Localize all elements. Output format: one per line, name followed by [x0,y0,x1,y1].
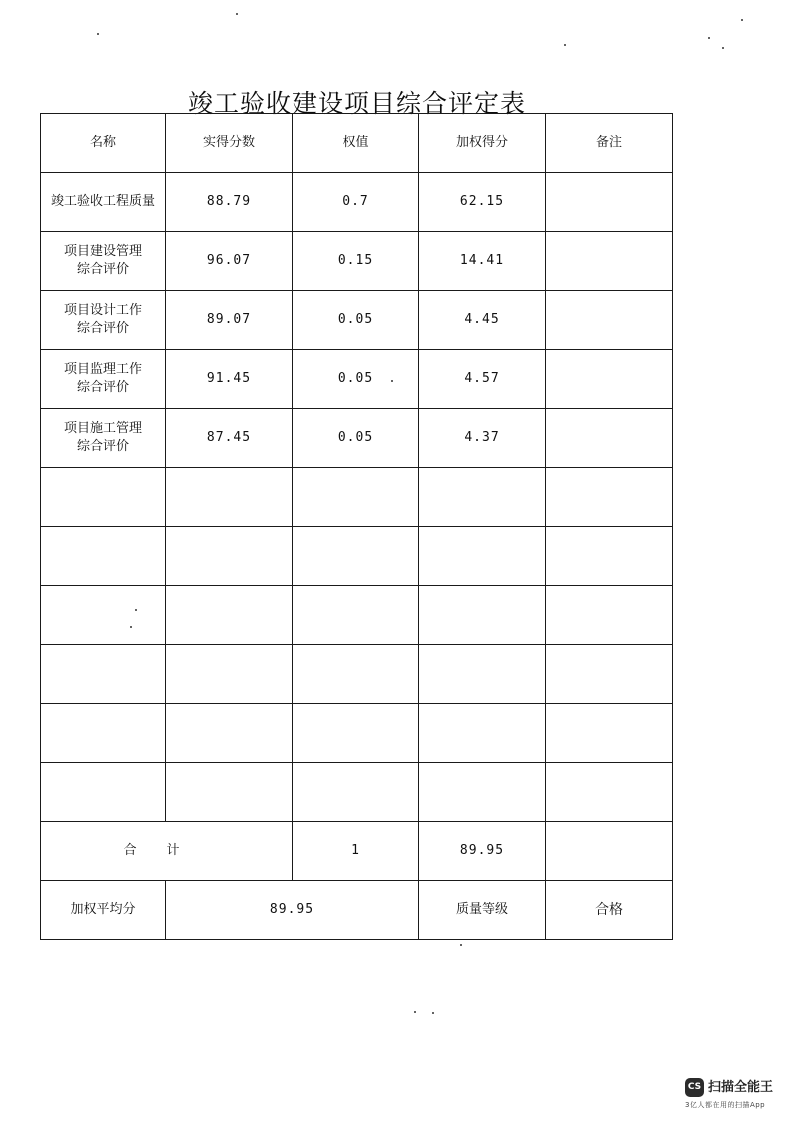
total-label: 合计 [41,822,293,881]
scan-speck [708,37,710,39]
empty-cell [293,763,419,822]
empty-row [41,704,673,763]
empty-cell [293,586,419,645]
empty-cell [41,763,166,822]
row-note [546,350,673,409]
empty-cell [293,527,419,586]
average-label: 加权平均分 [41,881,166,940]
empty-cell [419,763,546,822]
row-weight: 0.7 [293,173,419,232]
header-name: 名称 [41,114,166,173]
row-weight: 0.05 [293,409,419,468]
header-weight: 权值 [293,114,419,173]
row-score: 96.07 [166,232,293,291]
row-name-line1: 项目监理工作 [63,362,142,377]
row-note [546,173,673,232]
empty-cell [419,586,546,645]
row-weight: 0.15 [293,232,419,291]
empty-cell [546,704,673,763]
scan-speck [97,33,99,35]
empty-row [41,763,673,822]
empty-cell [41,527,166,586]
row-weighted-score: 62.15 [419,173,546,232]
empty-row [41,645,673,704]
scanner-tagline: 3亿人都在用的扫描App [685,1101,766,1109]
row-score: 88.79 [166,173,293,232]
table-row [41,232,673,291]
scan-speck [460,944,462,946]
row-name-line1: 项目建设管理 [63,244,142,259]
row-name-line2: 综合评价 [76,262,129,277]
row-weighted-score: 4.45 [419,291,546,350]
empty-cell [419,468,546,527]
empty-cell [293,704,419,763]
empty-cell [419,704,546,763]
empty-cell [166,763,293,822]
empty-cell [41,586,166,645]
total-weighted-score: 89.95 [419,822,546,881]
grade-label: 质量等级 [419,881,546,940]
empty-cell [546,763,673,822]
empty-cell [166,645,293,704]
total-weight: 1 [293,822,419,881]
evaluation-table [40,113,673,940]
summary-row [41,881,673,940]
empty-cell [293,645,419,704]
empty-cell [419,527,546,586]
total-row [41,822,673,881]
empty-row [41,586,673,645]
row-weighted-score: 4.57 [419,350,546,409]
scan-speck [414,1011,416,1013]
table-row [41,409,673,468]
row-name [41,409,166,468]
scan-speck [564,44,566,46]
scanner-app-name: 扫描全能王 [708,1080,774,1095]
row-weighted-score: 14.41 [419,232,546,291]
empty-row [41,527,673,586]
scan-speck [432,1012,434,1014]
header-note: 备注 [546,114,673,173]
row-weighted-score: 4.37 [419,409,546,468]
empty-cell [166,586,293,645]
empty-cell [293,468,419,527]
header-weighted-score: 加权得分 [419,114,546,173]
empty-cell [546,645,673,704]
table-row [41,350,673,409]
empty-cell [166,704,293,763]
row-name-line2: 综合评价 [76,439,129,454]
row-name-line1: 项目设计工作 [63,303,142,318]
empty-cell [546,527,673,586]
row-name [41,173,166,232]
table-row [41,291,673,350]
row-name-line2: 综合评价 [76,321,129,336]
scan-speck [722,47,724,49]
table-header-row [41,114,673,173]
grade-value: 合格 [546,881,673,940]
row-name-line2: 综合评价 [76,380,129,395]
row-note [546,291,673,350]
scan-speck [391,380,393,382]
empty-cell [41,468,166,527]
empty-cell [419,645,546,704]
row-score: 89.07 [166,291,293,350]
row-name-line1: 竣工验收工程质量 [50,194,155,209]
row-name [41,232,166,291]
row-note [546,409,673,468]
scan-speck [135,609,137,611]
row-weight: 0.05 [293,291,419,350]
row-name [41,291,166,350]
row-weight: 0.05 [293,350,419,409]
total-note [546,822,673,881]
row-score: 91.45 [166,350,293,409]
scan-speck [130,626,132,628]
empty-cell [546,468,673,527]
average-value: 89.95 [166,881,419,940]
empty-cell [546,586,673,645]
row-name [41,350,166,409]
row-score: 87.45 [166,409,293,468]
scan-speck [741,19,743,21]
table-row [41,173,673,232]
document-title: 竣工验收建设项目综合评定表 [187,89,526,118]
row-name-line1: 项目施工管理 [63,421,142,436]
empty-cell [166,527,293,586]
scan-speck [236,13,238,15]
empty-cell [41,645,166,704]
row-note [546,232,673,291]
scanner-logo-icon: CS [685,1078,704,1097]
header-score: 实得分数 [166,114,293,173]
empty-cell [166,468,293,527]
empty-row [41,468,673,527]
empty-cell [41,704,166,763]
